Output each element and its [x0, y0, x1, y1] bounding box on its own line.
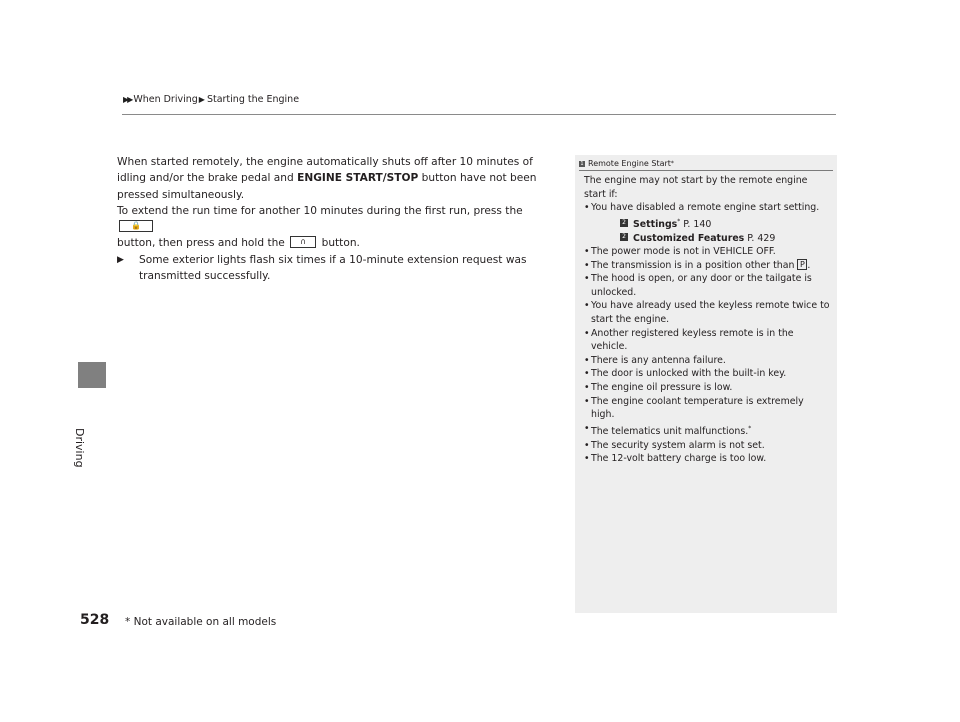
asterisk: * — [677, 217, 681, 225]
list-item — [584, 354, 830, 368]
text: . — [807, 259, 811, 271]
condition-list — [584, 245, 830, 466]
list-item — [584, 395, 830, 422]
reference-page[interactable]: P. 429 — [744, 232, 776, 244]
list-item — [584, 259, 830, 273]
list-item — [584, 422, 830, 439]
bullet-icon: • — [584, 382, 590, 394]
sidebar-header — [579, 159, 674, 168]
text: button. — [321, 237, 360, 250]
breadcrumb — [122, 94, 299, 105]
list-item — [584, 381, 830, 395]
list-item — [584, 367, 830, 381]
list-item-text: The telematics unit malfunctions. — [591, 425, 749, 437]
note-icon: 1 — [580, 160, 584, 167]
bullet-icon: • — [584, 327, 590, 339]
reference-label[interactable]: Customized Features — [633, 232, 745, 244]
list-item — [584, 201, 830, 215]
page-number: 528 — [80, 612, 110, 628]
chapter-label — [73, 398, 100, 468]
bullet-icon: • — [584, 439, 590, 451]
lock-button-icon: 🔒 — [119, 220, 153, 232]
list-item — [584, 439, 830, 453]
bullet-icon: • — [584, 453, 590, 465]
list-item-text: The 12-volt battery charge is too low. — [591, 453, 767, 465]
bullet-icon: • — [584, 202, 590, 214]
bullet-icon: • — [584, 354, 590, 366]
sidebar-intro: The engine may not start by the remote engine start if: — [584, 175, 808, 200]
reference-label[interactable]: Settings — [633, 218, 678, 230]
sidebar-body — [584, 174, 830, 466]
list-item-text: The transmission is in a position other than — [591, 259, 795, 271]
sidebar-remote-engine-start — [575, 155, 837, 613]
list-item-text: There is any antenna failure. — [591, 354, 726, 366]
park-position-icon: P — [797, 259, 807, 270]
bullet-icon: • — [584, 259, 590, 271]
cross-reference-customized-features[interactable] — [584, 232, 830, 246]
main-content — [117, 154, 562, 284]
list-item — [584, 452, 830, 466]
list-item-text: You have already used the keyless remote twice to start the engine. — [591, 300, 830, 326]
remote-start-button-icon: ∩ — [290, 236, 316, 248]
list-item — [584, 245, 830, 259]
footnote: * Not available on all models — [125, 616, 277, 628]
bullet-icon: • — [584, 368, 590, 380]
text: button have not been pressed simultaneously. — [117, 172, 537, 201]
note-arrow-icon: ▶ — [117, 254, 124, 265]
text: When started remotely, the engine automatically shuts off after 10 minutes of idling and/or the brake pedal and — [117, 156, 533, 185]
breadcrumb-arrow-icon: ▶ — [198, 95, 205, 104]
reference-page[interactable]: P. 140 — [680, 218, 712, 230]
list-item-text: The engine coolant temperature is extremely high. — [591, 395, 804, 421]
list-item-text: The hood is open, or any door or the tailgate is unlocked. — [591, 273, 812, 298]
chapter-tab[interactable] — [78, 362, 106, 388]
list-item-text: The engine oil pressure is low. — [591, 382, 733, 394]
extension-note — [117, 252, 562, 285]
list-item — [584, 299, 830, 326]
bullet-icon: • — [584, 422, 590, 434]
bullet-icon: • — [584, 300, 590, 312]
asterisk: * — [670, 160, 674, 167]
condition-list — [584, 201, 830, 215]
asterisk: * — [748, 424, 752, 432]
list-item-text: The power mode is not in VEHICLE OFF. — [591, 246, 776, 258]
bullet-icon: • — [584, 395, 590, 407]
breadcrumb-arrow-icon: ▶▶ — [123, 95, 132, 104]
list-item — [584, 327, 830, 354]
reference-icon: 2 — [620, 233, 628, 241]
list-item-text: Another registered keyless remote is in the vehicle. — [591, 327, 794, 353]
engine-start-stop-label: ENGINE START/STOP — [297, 172, 419, 185]
bullet-icon: • — [584, 273, 590, 285]
sidebar-title: Remote Engine Start — [588, 159, 671, 168]
text: To extend the run time for another 10 minutes during the first run, press the — [117, 204, 523, 217]
bullet-icon: • — [584, 246, 590, 258]
reference-icon: 2 — [620, 219, 628, 227]
header-rule — [122, 114, 836, 115]
text: button, then press and hold the — [117, 237, 285, 250]
sidebar-rule — [579, 170, 833, 171]
paragraph-extend-runtime — [117, 203, 562, 252]
breadcrumb-section[interactable]: When Driving — [133, 94, 198, 105]
chapter-label-text: Driving — [73, 428, 86, 468]
list-item-text: The door is unlocked with the built-in key. — [591, 368, 787, 380]
list-item — [584, 272, 830, 299]
list-item-text: You have disabled a remote engine start setting. — [591, 202, 820, 214]
note-text: Some exterior lights flash six times if a 10-minute extension request was transmitted successfully. — [139, 253, 527, 283]
paragraph-auto-shutoff — [117, 154, 562, 203]
list-item-text: The security system alarm is not set. — [591, 439, 765, 451]
cross-reference-settings[interactable] — [584, 215, 830, 232]
breadcrumb-page[interactable]: Starting the Engine — [206, 94, 300, 105]
